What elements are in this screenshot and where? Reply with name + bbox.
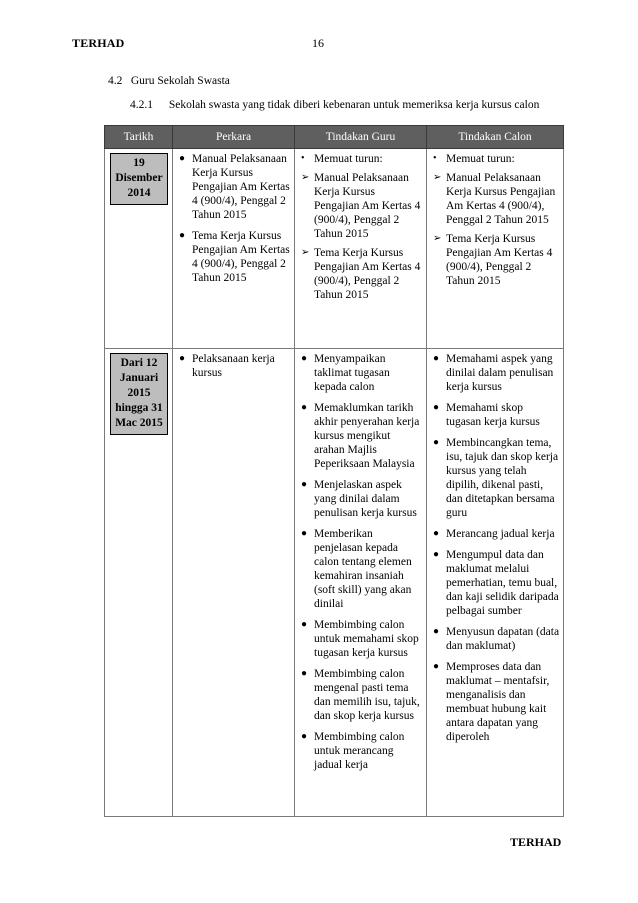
date-line: 2014 [127,186,151,199]
date-cell [105,349,173,817]
date-cell [105,149,173,349]
list-item: • Memuat turun: [433,153,515,165]
table-header-row [105,126,564,149]
bullet-icon: ● [301,353,308,364]
bullet-icon: ● [433,402,440,414]
list-item: ● Menyampaikan taklimat tugasan kepada calon [301,353,390,394]
bullet-icon: ● [301,402,308,414]
bullet-icon: ● [433,528,440,540]
bullet-icon: ● [179,153,186,164]
bullet-icon: • [301,153,305,164]
bullet-icon: ● [179,230,186,242]
date-line: 2015 [127,386,151,399]
list-item: ● Memaklumkan tarikh akhir penyerahan kerja kursus mengikut arahan Majlis Peperiksaan Malaysia [301,402,420,471]
bullet-icon: ● [301,668,308,680]
header-perkara: Perkara [173,126,295,149]
subsection-number: 4.2.1 [130,99,153,111]
calon-cell [427,349,564,817]
date-line: Mac 2015 [115,416,163,429]
section-title: Guru Sekolah Swasta [130,75,230,87]
list-item: ● Membincangkan tema, isu, tajuk dan skop kerja kursus yang telah dipilih, dikenal pasti, dan ditetapkan bersama guru [433,437,559,520]
bullet-icon: ● [301,479,308,491]
subsection-title: Sekolah swasta yang tidak diberi kebenaran untuk memeriksa kerja kursus calon [168,99,540,111]
bullet-icon: ● [433,549,440,561]
bullet-icon: ● [433,353,440,364]
arrow-bullet-icon: ➢ [433,172,442,184]
arrow-bullet-icon: ➢ [301,247,310,259]
list-item: ● Memahami aspek yang dinilai dalam penulisan kerja kursus [433,353,554,394]
guru-cell [295,349,427,817]
schedule-table [104,125,564,817]
list-item: ➢ Manual Pelaksanaan Kerja Kursus Pengajian Am Kertas 4 (900/4), Penggal 2 Tahun 2015 [301,172,421,241]
bullet-icon: ● [301,528,308,540]
date-line: hingga 31 [115,401,163,414]
list-item: ● Membimbing calon untuk merancang jadual kerja [301,731,405,772]
header-classification: TERHAD [72,36,125,50]
header-tindakan-calon: Tindakan Calon [427,126,564,149]
guru-cell [295,149,427,349]
list-item: ● Merancang jadual kerja [433,528,555,541]
date-line: Disember [115,171,163,184]
arrow-bullet-icon: ➢ [433,233,442,245]
list-item: ➢ Manual Pelaksanaan Kerja Kursus Pengajian Am Kertas 4 (900/4), Penggal 2 Tahun 2015 [433,172,556,227]
list-item: ● Tema Kerja Kursus Pengajian Am Kertas 4 (900/4), Penggal 2 Tahun 2015 [179,230,290,285]
arrow-bullet-icon: ➢ [301,172,310,184]
list-item: ● Membimbing calon mengenal pasti tema dan memilih isu, tajuk, dan skop kerja kursus [301,668,420,723]
list-item: ● Manual Pelaksanaan Kerja Kursus Pengajian Am Kertas 4 (900/4), Penggal 2 Tahun 2015 [179,153,290,222]
bullet-icon: ● [179,353,186,364]
bullet-icon: • [433,153,437,164]
bullet-icon: ● [433,661,440,673]
bullet-icon: ● [301,731,308,743]
perkara-cell [173,149,295,349]
date-line: Januari [119,371,159,384]
list-item: ● Pelaksanaan kerja kursus [179,353,275,380]
header-tindakan-guru: Tindakan Guru [295,126,427,149]
date-line: 19 [133,157,145,169]
list-item: ● Memahami skop tugasan kerja kursus [433,402,540,429]
list-item: ● Mengumpul data dan maklumat melalui pemerhatian, temu bual, dan kaji selidik daripada pelbagai sumber [433,549,559,618]
bullet-icon: ● [433,626,440,638]
table-row [105,149,564,349]
date-box [110,353,168,435]
bullet-icon: ● [301,619,308,631]
list-item: ➢ Tema Kerja Kursus Pengajian Am Kertas 4 (900/4), Penggal 2 Tahun 2015 [433,233,553,288]
section-heading [108,75,230,87]
section-number: 4.2 [108,75,123,87]
list-item: ● Menyusun dapatan (data dan maklumat) [433,626,560,653]
date-box [110,153,168,205]
page-number: 16 [312,36,324,50]
list-item: ➢ Tema Kerja Kursus Pengajian Am Kertas 4 (900/4), Penggal 2 Tahun 2015 [301,247,421,302]
list-item: ● Menjelaskan aspek yang dinilai dalam penulisan kerja kursus [301,479,417,520]
list-item: • Memuat turun: [301,153,383,165]
list-item: ● Membimbing calon untuk memahami skop tugasan kerja kursus [301,619,419,660]
perkara-cell [173,349,295,817]
list-item: ● Memberikan penjelasan kepada calon tentang elemen kemahiran insaniah (soft skill) yang akan dinilai [301,528,412,611]
subsection-heading [130,99,539,111]
calon-cell [427,149,564,349]
header-tarikh: Tarikh [105,126,173,149]
table-row [105,349,564,817]
list-item: ● Memproses data dan maklumat – mentafsir, menganalisis dan membuat hubung kait antara dapatan yang diperoleh [433,661,550,744]
footer-classification: TERHAD [510,835,562,849]
bullet-icon: ● [433,437,440,449]
date-line: Dari 12 [120,357,158,369]
